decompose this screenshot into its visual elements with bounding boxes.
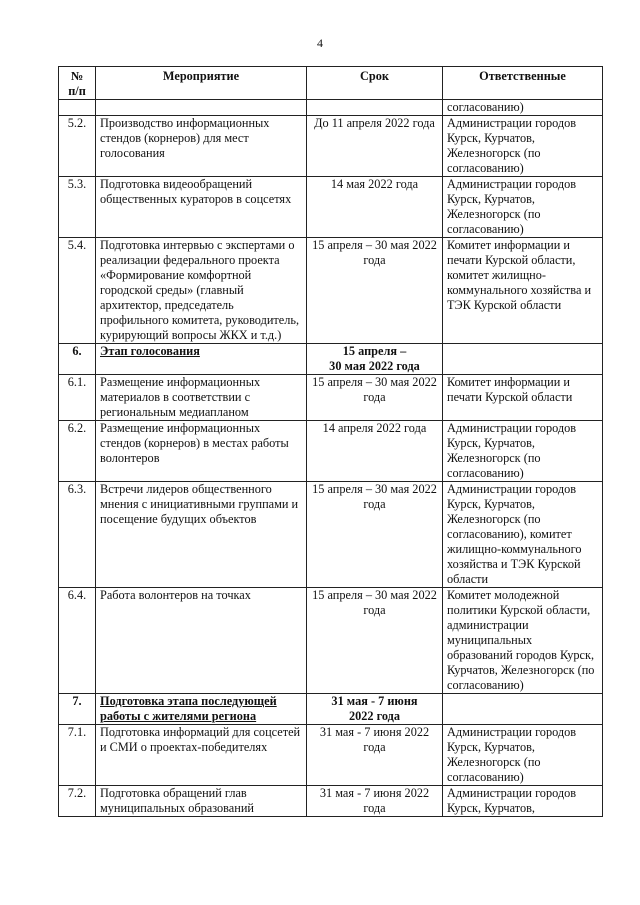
row-responsible: Администрации городов Курск, Курчатов, Железногорск (по согласованию)	[443, 177, 603, 238]
row-number: 5.4.	[59, 238, 96, 344]
table-row	[59, 482, 603, 588]
row-event	[96, 100, 307, 116]
row-event: Размещение информационных стендов (корнеров) в местах работы волонтеров	[96, 421, 307, 482]
row-term: 15 апреля – 30 мая 2022 года	[307, 238, 443, 344]
table-row	[59, 421, 603, 482]
row-number: 5.2.	[59, 116, 96, 177]
table-row	[59, 786, 603, 817]
row-number: 7.1.	[59, 725, 96, 786]
header-term: Срок	[307, 67, 443, 100]
table-row	[59, 100, 603, 116]
row-term: 15 апреля – 30 мая 2022 года	[307, 344, 443, 375]
row-term: 15 апреля – 30 мая 2022 года	[307, 375, 443, 421]
row-number: 6.4.	[59, 588, 96, 694]
table-row	[59, 177, 603, 238]
row-term: 31 мая - 7 июня 2022 года	[307, 786, 443, 817]
row-event: Размещение информационных материалов в соответствии с региональным медиапланом	[96, 375, 307, 421]
row-responsible: Комитет молодежной политики Курской области, администрации муниципальных образований городов Курск, Курчатов, Железногорск (по согласованию)	[443, 588, 603, 694]
row-term	[307, 100, 443, 116]
table-row	[59, 588, 603, 694]
row-event: Подготовка этапа последующей работы с жителями региона	[96, 694, 307, 725]
table-row	[59, 116, 603, 177]
row-responsible: Комитет информации и печати Курской области, комитет жилищно-коммунального хозяйства и ТЭК Курской области	[443, 238, 603, 344]
table-row	[59, 725, 603, 786]
row-number: 6.3.	[59, 482, 96, 588]
row-number: 6.1.	[59, 375, 96, 421]
row-event: Подготовка обращений глав муниципальных образований	[96, 786, 307, 817]
section-row	[59, 344, 603, 375]
row-event: Этап голосования	[96, 344, 307, 375]
row-responsible	[443, 694, 603, 725]
table-row	[59, 375, 603, 421]
row-term: 15 апреля – 30 мая 2022 года	[307, 588, 443, 694]
row-responsible: Администрации городов Курск, Курчатов, Железногорск (по согласованию)	[443, 725, 603, 786]
row-event: Производство информационных стендов (корнеров) для мест голосования	[96, 116, 307, 177]
row-event: Подготовка видеообращений общественных кураторов в соцсетях	[96, 177, 307, 238]
row-event: Подготовка информаций для соцсетей и СМИ о проектах-победителях	[96, 725, 307, 786]
row-number: 6.2.	[59, 421, 96, 482]
header-number: № п/п	[59, 67, 96, 100]
row-responsible: Комитет информации и печати Курской области	[443, 375, 603, 421]
row-term: 31 мая - 7 июня 2022 года	[307, 725, 443, 786]
row-event: Работа волонтеров на точках	[96, 588, 307, 694]
table-header-row	[59, 67, 603, 100]
row-term: 15 апреля – 30 мая 2022 года	[307, 482, 443, 588]
row-number: 5.3.	[59, 177, 96, 238]
row-responsible: согласованию)	[443, 100, 603, 116]
row-term: До 11 апреля 2022 года	[307, 116, 443, 177]
row-responsible: Администрации городов Курск, Курчатов, Железногорск (по согласованию)	[443, 116, 603, 177]
section-row	[59, 694, 603, 725]
table-row	[59, 238, 603, 344]
row-term: 14 мая 2022 года	[307, 177, 443, 238]
header-event: Мероприятие	[96, 67, 307, 100]
row-responsible	[443, 344, 603, 375]
row-number: 7.2.	[59, 786, 96, 817]
row-term: 31 мая - 7 июня 2022 года	[307, 694, 443, 725]
row-responsible: Администрации городов Курск, Курчатов,	[443, 786, 603, 817]
row-responsible: Администрации городов Курск, Курчатов, Железногорск (по согласованию), комитет жилищно-коммунального хозяйства и ТЭК Курской области	[443, 482, 603, 588]
page-number: 4	[317, 36, 323, 50]
row-responsible: Администрации городов Курск, Курчатов, Железногорск (по согласованию)	[443, 421, 603, 482]
events-table	[58, 66, 603, 817]
row-number: 6.	[59, 344, 96, 375]
row-event: Встречи лидеров общественного мнения с инициативными группами и посещение будущих объектов	[96, 482, 307, 588]
row-number: 7.	[59, 694, 96, 725]
header-responsible: Ответственные	[443, 67, 603, 100]
row-event: Подготовка интервью с экспертами о реализации федерального проекта «Формирование комфортной городской среды» (главный архитектор, председатель профильного комитета, руководитель, курирующий вопросы ЖКХ и т.д.)	[96, 238, 307, 344]
row-number	[59, 100, 96, 116]
row-term: 14 апреля 2022 года	[307, 421, 443, 482]
